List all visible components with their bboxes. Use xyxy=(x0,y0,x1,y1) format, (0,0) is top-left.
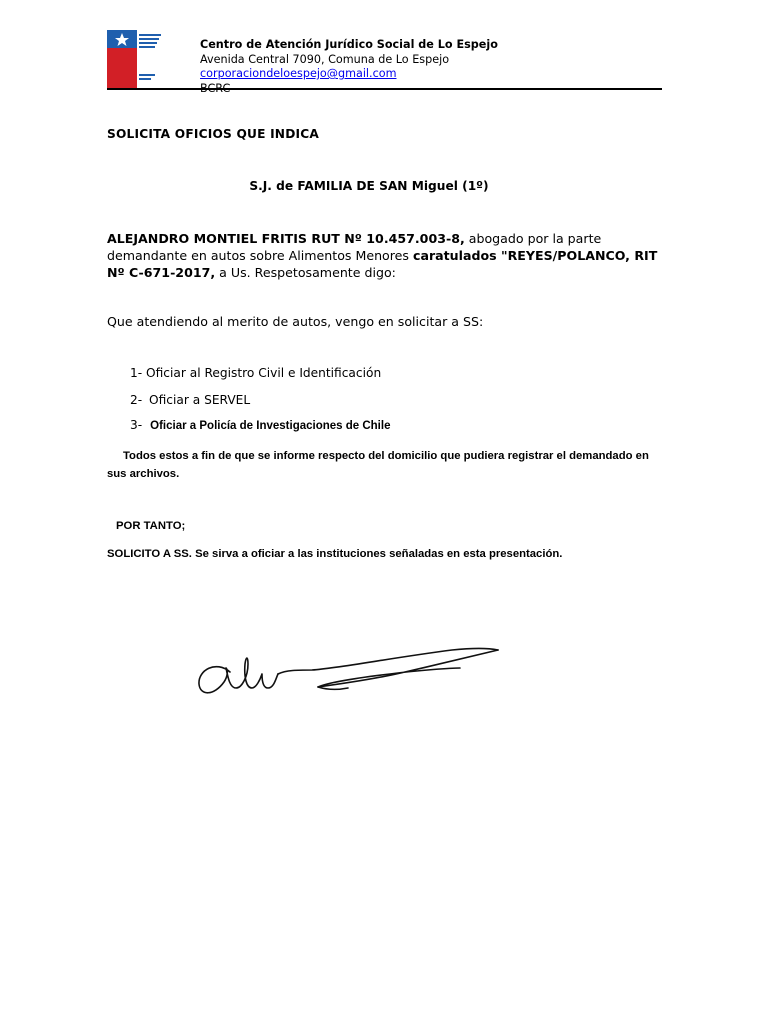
intro-text-2: a Us. Respetosamente digo: xyxy=(215,265,396,280)
government-logo xyxy=(107,30,165,88)
case-caption: caratulados "REYES/POLANCO, RIT Nº C-671-2017, xyxy=(107,248,658,280)
intro-text-1: abogado por la parte demandante en autos sobre Alimentos Menores xyxy=(107,231,602,263)
petition-lead: SOLICITO A SS. xyxy=(107,548,192,560)
list-item xyxy=(130,418,390,432)
list-item-text: Oficiar a Policía de Investigaciones de Chile xyxy=(150,420,391,432)
list-item-number: 3- xyxy=(130,418,143,432)
por-tanto: POR TANTO; xyxy=(116,520,186,532)
petition-paragraph xyxy=(107,548,562,560)
list-item xyxy=(130,366,381,380)
request-paragraph: Que atendiendo al merito de autos, vengo en solicitar a SS: xyxy=(107,314,484,329)
list-item-text: Oficiar al Registro Civil e Identificación xyxy=(146,366,382,380)
list-item-number: 2- xyxy=(130,393,143,407)
office-address: Avenida Central 7090, Comuna de Lo Espejo xyxy=(200,52,450,66)
document-title: SOLICITA OFICIOS QUE INDICA xyxy=(107,127,320,141)
handwritten-signature xyxy=(190,630,510,720)
list-item-text: Oficiar a SERVEL xyxy=(149,393,251,407)
petition-text: Se sirva a oficiar a las instituciones señaladas en esta presentación. xyxy=(191,548,563,560)
lawyer-identification: ALEJANDRO MONTIEL FRITIS RUT Nº 10.457.003-8, xyxy=(107,231,465,246)
court-name: S.J. de FAMILIA DE SAN Miguel (1º) xyxy=(249,179,489,193)
list-item-number: 1- xyxy=(130,366,143,380)
purpose-paragraph xyxy=(107,447,667,483)
court-addressee xyxy=(0,179,768,193)
letterhead xyxy=(0,0,768,95)
office-code: BCRC xyxy=(200,81,231,95)
purpose-text: Todos estos a fin de que se informe respecto del domicilio que pudiera registrar el demandado en sus archivos. xyxy=(107,450,649,480)
header-divider xyxy=(107,88,662,90)
office-email-link[interactable]: corporaciondeloespejo@gmail.com xyxy=(200,67,397,80)
office-name: Centro de Atención Jurídico Social de Lo Espejo xyxy=(200,38,498,51)
list-item xyxy=(130,393,250,407)
intro-paragraph xyxy=(107,230,667,281)
